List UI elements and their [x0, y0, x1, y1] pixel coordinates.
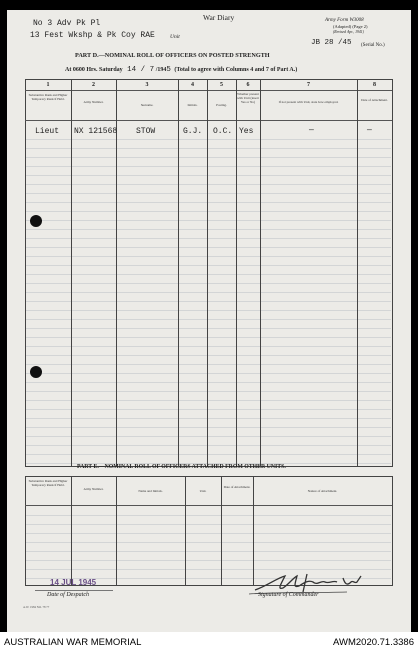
punch-hole-lower	[30, 366, 42, 378]
ruled-line	[26, 409, 391, 410]
part-e-title: PART E.—NOMINAL ROLL OF OFFICERS ATTACHED FROM OTHER UNITS.	[77, 464, 286, 470]
ruled-line	[26, 551, 391, 552]
ruled-line	[26, 346, 391, 347]
cell-initials: G.J.	[183, 127, 203, 136]
ruled-line	[26, 418, 391, 419]
col-header-initials: Initials.	[187, 103, 198, 107]
form-revised: (Revised Apr., 1941)	[333, 30, 364, 34]
col-header-date-attached: Date of Attachment.	[361, 98, 388, 102]
e-col-header-army-number: Army Number.	[83, 487, 104, 491]
col-number-1: 1	[46, 82, 50, 88]
credit-left: AUSTRALIAN WAR MEMORIAL	[4, 637, 142, 648]
col-number-6: 6	[246, 82, 250, 88]
e-col-header-rank: Substantive Rank and Higher Temporary Rank if Held.	[28, 479, 68, 487]
ruled-line	[26, 301, 391, 302]
ruled-line	[26, 175, 391, 176]
unit-line-1: No 3 Adv Pk Pl	[33, 19, 101, 28]
ruled-line	[26, 533, 391, 534]
col-header-employed: If not present with Unit, state how employed.	[278, 100, 339, 104]
ruled-line	[26, 445, 391, 446]
col-number-7: 7	[307, 82, 310, 88]
credit-bar	[0, 632, 418, 653]
cell-present: Yes	[239, 127, 254, 136]
punch-hole-upper	[30, 215, 42, 227]
ruled-line	[26, 400, 391, 401]
col-number-4: 4	[191, 82, 194, 88]
col-number-3: 3	[145, 82, 149, 88]
col-number-2: 2	[92, 82, 95, 88]
ruled-line	[26, 373, 391, 374]
e-col-header-date: Date of Attachment.	[223, 485, 251, 489]
ruled-line	[26, 319, 391, 320]
ruled-line	[26, 328, 391, 329]
ruled-line	[26, 148, 391, 149]
cell-employed: —	[309, 126, 314, 135]
serial-number-value: JB 28 /45	[311, 39, 352, 47]
ruled-line	[26, 454, 391, 455]
commander-label: Signature of Commander	[258, 592, 319, 598]
ruled-line	[26, 515, 391, 516]
col-header-rank: Substantive Rank and Higher Temporary Rank if Held.	[28, 93, 68, 101]
e-col-header-nature: Nature of Attachment.	[307, 489, 338, 493]
ruled-line	[26, 382, 391, 383]
agree-instruction: (Total to agree with Columns 4 and 7 of Part A.)	[174, 67, 298, 73]
cell-surname: STOW	[136, 127, 156, 136]
ruled-line	[26, 391, 391, 392]
printer-imprint: A.W. 1984 NO. 78 77	[23, 605, 50, 609]
part-d-date-line	[65, 67, 297, 75]
e-col-header-unit: Unit.	[199, 489, 207, 493]
date-year-digit: 5	[166, 66, 171, 74]
ruled-line	[26, 436, 391, 437]
ruled-line	[26, 542, 391, 543]
cell-army-number: NX 121568	[74, 127, 118, 136]
despatch-label: Date of Despatch	[47, 592, 89, 598]
ruled-line	[26, 310, 391, 311]
ruled-line	[26, 292, 391, 293]
ruled-line	[26, 202, 391, 203]
document-page	[7, 10, 411, 632]
col-header-posting: Posting.	[216, 103, 227, 107]
ruled-line	[26, 265, 391, 266]
serial-number-label: (Serial No.)	[361, 43, 385, 48]
col-number-5: 5	[220, 82, 223, 88]
ruled-line	[26, 283, 391, 284]
e-col-header-name: Name and Initials.	[138, 489, 163, 493]
ruled-line	[26, 193, 391, 194]
date-day-month: 14 / 7	[127, 66, 155, 74]
ruled-line	[26, 157, 391, 158]
cell-posting: O.C.	[213, 127, 233, 136]
war-diary-heading: War Diary	[203, 13, 235, 22]
at-time-label: At 0600 Hrs. Saturday	[65, 67, 123, 73]
cell-date-attached: —	[367, 126, 372, 135]
unit-line-2: 13 Fest Wkshp & Pk Coy RAE	[30, 31, 155, 40]
ruled-line	[26, 256, 391, 257]
col-header-surname: Surname.	[140, 103, 154, 107]
cell-rank: Lieut	[35, 127, 60, 136]
ruled-line	[26, 427, 391, 428]
ruled-line	[26, 355, 391, 356]
unit-label: Unit	[170, 34, 180, 40]
despatch-date-stamp: 14 JUL 1945	[50, 578, 97, 587]
ruled-line	[26, 337, 391, 338]
ruled-line	[26, 184, 391, 185]
ruled-line	[26, 364, 391, 365]
form-number: Army Form W3008	[325, 18, 364, 23]
ruled-line	[26, 229, 391, 230]
ruled-line	[26, 560, 391, 561]
ruled-line	[26, 166, 391, 167]
ruled-line	[26, 220, 391, 221]
ruled-line	[26, 524, 391, 525]
col-header-army-number: Army Number.	[83, 100, 104, 104]
ruled-line	[26, 139, 391, 140]
credit-right: AWM2020.71.3386	[333, 637, 414, 648]
ruled-line	[26, 238, 391, 239]
ruled-line	[26, 211, 391, 212]
ruled-line	[26, 274, 391, 275]
form-adapted: (Adapted) (Page 2)	[333, 24, 368, 29]
ruled-line	[26, 247, 391, 248]
col-header-present: Whether present with Unit (insert Yes or No)	[237, 92, 259, 104]
col-number-8: 8	[373, 82, 376, 88]
part-d-title: PART D.—NOMINAL ROLL OF OFFICERS ON POSTED STRENGTH	[75, 52, 270, 59]
date-year-prefix: /194	[155, 67, 167, 73]
